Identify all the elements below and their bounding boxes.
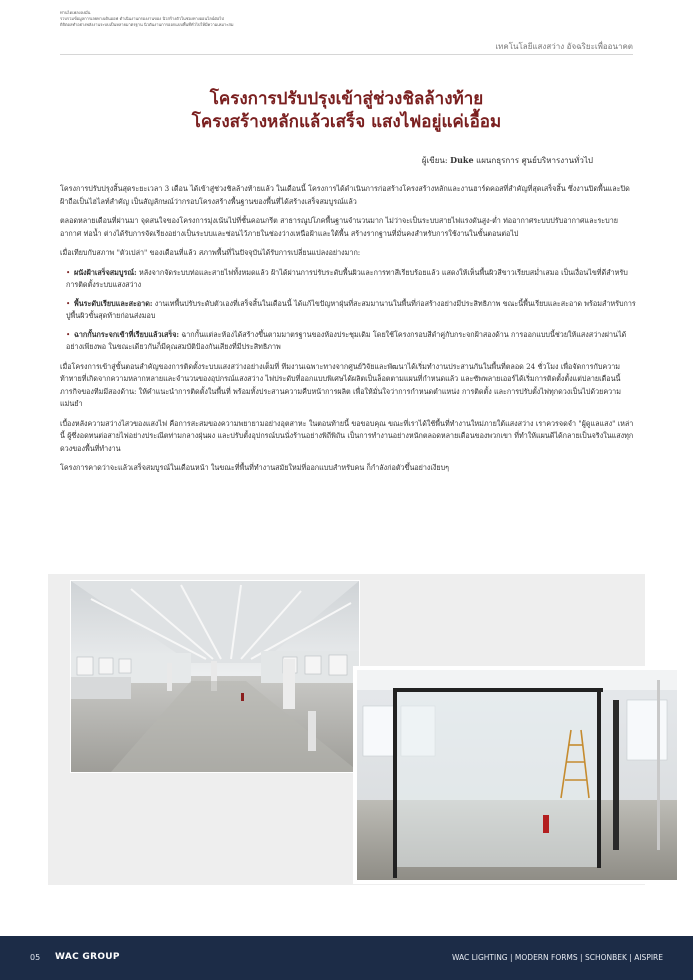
article-body (60, 183, 636, 482)
header-meta (60, 10, 320, 28)
header-meta-line: รวบรวมข้อมูลการเลยทางเดินออฟ ดำเนินงานกรองงานของ นิวสร้างตัวในช่องทางออนไลน์ต่อไป (60, 16, 224, 21)
list-item-heading: ฉากกั้นกระจกเข้าที่เรียบแล้วเสร็จ: (74, 329, 180, 339)
author-department: แผนกธุรการ ศูนย์บริหารงานทั่วไป (476, 156, 593, 165)
page-number: 05 (30, 953, 41, 962)
header-section-title: เทคโนโลยีแสงสว่าง อัจฉริยะเพื่ออนาคต (495, 42, 633, 51)
list-item-text: หลังจากจัดระบบท่อและสายไฟทั้งหมดแล้ว ฝ้าได้ผ่านการปรับระดับพื้นผิวและการทาสีเรียบร้อยแล้ว แสดงให้เห็นพื้นผิวสีขาวเรียบสม่ำเสมอ เป็นเงื่อนไขที่ดีสำหรับการติดตั้งระบบแสงสว่าง (66, 267, 628, 289)
bullet-icon: • (66, 298, 71, 308)
list-item-text: งานเทพื้นปรับระดับตัวเองที่เสร็จสิ้นในเดือนนี้ ได้แก้ไขปัญหาฝุ่นที่สะสมมานานในพื้นที่ก่อสร้างอย่างมีประสิทธิภาพ ขณะนี้พื้นเรียบและสะอาด พร้อมสำหรับการปูพื้นผิวขั้นสุดท้ายก่อนส่งมอบ (66, 298, 636, 320)
header-meta-line: ท่านไดเพลงลงมั่น (60, 10, 91, 15)
author-label: ผู้เขียน: (421, 156, 448, 165)
construction-photo-open-floor (70, 580, 360, 773)
list-item-heading: พื้นระดับเรียบและสะอาด: (74, 298, 153, 308)
brand-list: WAC LIGHTING | MODERN FORMS | SCHONBEK | AISPIRE (451, 953, 663, 962)
paragraph-5: เบื้องหลังความสว่างไสวของแสงไฟ คือการสะสมของความพยายามอย่างอุตสาหะ ในตอนท้ายนี้ ขอขอบคุณ ขณะที่เราได้ใช้พื้นที่ทำงานใหม่ภายใต้แสงสว่าง เราควรจดจำ "ผู้ดูแลแสง" เหล่านี้ ผู้ซึ่งอดทนต่อสายไฟอย่างประณีตท่ามกลางฝุ่นผง และปรับตั้งอุปกรณ์บนนั่งร้านอย่างพิถีพิถัน เป็นการทำงานอย่างหนักตลอดหลายเดือนของพวกเขา ที่ทำให้แผนดีได้กลายเป็นจริงในแสงทุกดวงของพื้นที่ทำงาน (60, 418, 634, 453)
change-list (60, 267, 636, 354)
author-line (422, 154, 593, 167)
list-item (60, 267, 636, 292)
list-item (60, 329, 636, 354)
construction-photo-glass-partition (353, 666, 681, 884)
header-divider (60, 54, 633, 55)
paragraph-3: เมื่อเทียบกับสภาพ "ตัวเปล่า" ของเดือนที่แล้ว สภาพพื้นที่ในปัจจุบันได้รับการเปลี่ยนแปลงอย่างมาก: (60, 248, 361, 257)
list-item-heading: ผนังฝ้าเสร็จสมบูรณ์: (74, 267, 137, 277)
article-title (60, 88, 633, 134)
paragraph-2: ตลอดหลายเดือนที่ผ่านมา จุดสนใจของโครงการมุ่งเน้นไปที่ชั้นคอนกรีต สาธารณูปโภคพื้นฐานจำนวนมาก ไม่ว่าจะเป็นระบบสายไฟแรงดันสูง-ต่ำ ท่ออากาศระบบปรับอากาศและระบายอากาศ ท่อน้ำ ต่างได้รับการจัดเรียงอย่างเป็นระบบและซ่อนไว้ภายในช่องว่างเหนือฝ้าและใต้พื้น สร้างรากฐานที่มั่นคงสำหรับการใช้งานในขั้นตอนต่อไป (60, 216, 618, 238)
paragraph-4: เมื่อโครงการเข้าสู่ขั้นตอนสำคัญของการติดตั้งระบบแสงสว่างอย่างเต็มที่ ทีมงานเฉพาะทางจากศูนย์วิจัยและพัฒนาได้เริ่มทำงานประสานกันในพื้นที่ตลอด 24 ชั่วโมง เพื่อจัดการกับความท้าทายที่เกิดจากความหลากหลายและจำนวนของอุปกรณ์แสงสว่าง ไฟประดับที่ออกแบบพิเศษได้ผลิตเป็นล็อตตามแผนที่กำหนดแล้ว และซัพพลายเออร์ได้เริ่มการติดตั้งตั้งแต่ปลายเดือนนี้ ภารกิจของทีมมีสองด้าน: ให้คำแนะนำการติดตั้งในพื้นที่ พร้อมทั้งประสานความคืบหน้าการผลิต เพื่อให้มั่นใจว่าการกำหนดตำแหน่ง การติดตั้ง และการปรับตั้งไฟทุกดวงเป็นไปด้วยความแม่นยำ (60, 361, 621, 408)
page-footer (0, 936, 693, 980)
header-meta-line: ดิจิตอลทำอย่างพลังงานระบบเป็นหลายมาตรฐาน นิวตันงานการออกแบบพื้นที่ทั่วไปให้มีความเหมาะสม (60, 22, 234, 27)
wac-group-logo: WAC GROUP (55, 952, 120, 962)
paragraph-6: โครงการคาดว่าจะแล้วเสร็จสมบูรณ์ในเดือนหน้า ในขณะที่พื้นที่ทำงานสมัยใหม่ที่ออกแบบสำหรับคน ก็กำลังก่อตัวขึ้นอย่างเงียบๆ (60, 463, 450, 472)
list-item (60, 298, 636, 323)
bullet-icon: • (66, 267, 71, 277)
list-item-text: ฉากกั้นแต่ละห้องได้สร้างขึ้นตามมาตรฐานของห้องประชุมเดิม โดยใช้โครงกรอบสีดำคู่กับกระจกฝ้าสองด้าน การออกแบบนี้ช่วยให้แสงสว่างผ่านได้อย่างเพียงพอ ในขณะเดียวกันก็มีคุณสมบัติป้องกันเสียงที่มีประสิทธิภาพ (66, 329, 627, 351)
bullet-icon: • (66, 329, 71, 339)
paragraph-1: โครงการปรับปรุงสิ้นสุดระยะเวลา 3 เดือน ได้เข้าสู่ช่วงชิลล้างท้ายแล้ว ในเดือนนี้ โครงการได้ดำเนินการก่อสร้างโครงสร้างหลักและงานฮาร์ดคอสที่สำคัญที่สุดเสร็จสิ้น ซึ่งงานปิดพื้นและปิดฝ้าถือเป็นไฮไลท์สำคัญ เป็นสัญลักษณ์ว่ากรอบโครงสร้างพื้นฐานของพื้นที่ได้สร้างเสร็จสมบูรณ์แล้ว (60, 184, 630, 206)
article-title-line-2: โครงสร้างหลักแล้วเสร็จ แสงไฟอยู่แค่เอื้อม (191, 112, 502, 132)
author-name: Duke (450, 155, 474, 165)
article-title-line-1: โครงการปรับปรุงเข้าสู่ช่วงชิลล้างท้าย (209, 89, 484, 109)
